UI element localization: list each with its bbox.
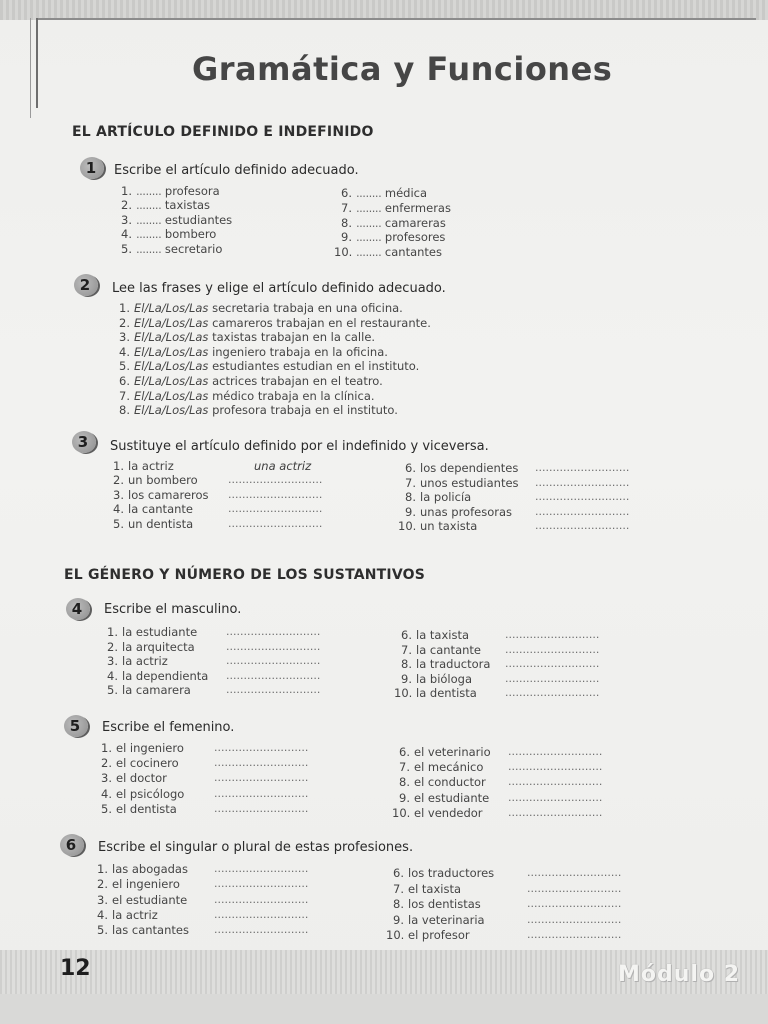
exercise-item [90, 877, 180, 891]
item-sentence: taxistas trabajan en la calle. [212, 330, 376, 345]
answer-blank[interactable]: ........ [356, 215, 382, 230]
item-word: la cantante [416, 642, 481, 657]
exercise-item [112, 330, 375, 344]
exercise-item [90, 923, 189, 937]
exercise-item [114, 227, 216, 241]
exercise-item [94, 741, 184, 755]
item-number: 9. [341, 230, 352, 245]
exercise-item [100, 669, 208, 683]
item-word: el dentista [116, 801, 177, 816]
item-number: 4. [107, 668, 118, 683]
answer-line[interactable]: ........................... [535, 475, 630, 489]
item-word: cantantes [384, 245, 442, 260]
answer-line[interactable]: ........................... [214, 907, 309, 921]
item-number: 1. [113, 459, 124, 473]
item-number: 1. [97, 862, 108, 876]
exercise-item [334, 186, 427, 200]
exercise-item [112, 359, 419, 373]
item-word: bombero [164, 227, 217, 242]
item-number: 6. [399, 745, 410, 759]
item-number: 4. [97, 907, 108, 922]
answer-line[interactable]: ........................... [535, 490, 630, 504]
item-word: el doctor [116, 771, 167, 786]
answer-blank[interactable]: ........ [356, 186, 382, 200]
answer-line[interactable]: ........................... [214, 741, 309, 754]
item-word: la camarera [122, 683, 191, 698]
answer-line[interactable]: ........................... [508, 760, 603, 774]
exercise-item [106, 517, 193, 531]
item-word: el conductor [414, 775, 486, 790]
item-number: 7. [341, 200, 352, 215]
item-word: la bióloga [416, 671, 473, 686]
item-word: la dentista [416, 686, 477, 701]
item-word: la actriz [112, 907, 158, 922]
item-number: 1. [107, 625, 118, 639]
article-options[interactable]: El/La/Los/Las [134, 330, 209, 345]
answer-line[interactable]: ........................... [214, 862, 309, 875]
exercise-item [90, 908, 158, 922]
item-word: la estudiante [122, 625, 198, 639]
answer-line[interactable]: ........................... [214, 892, 309, 906]
exercise-item [112, 389, 375, 403]
exercise-instruction: Escribe el masculino. [104, 602, 242, 617]
item-number: 2. [121, 198, 132, 213]
exercise-item [386, 913, 485, 927]
exercise-item [112, 301, 403, 315]
item-sentence: secretaria trabaja en una oficina. [212, 301, 403, 315]
exercise-item [394, 643, 481, 657]
item-word: secretario [164, 241, 223, 256]
exercise-number: 1 [85, 159, 97, 177]
exercise-item [394, 657, 490, 671]
item-word: la dependienta [122, 668, 209, 683]
exercise-item [112, 345, 388, 359]
exercise-item [394, 628, 469, 642]
answer-line[interactable]: ........................... [535, 504, 630, 518]
item-number: 4. [113, 502, 124, 517]
exercise-item [398, 505, 512, 519]
page-number: 12 [60, 956, 91, 981]
item-number: 5. [119, 359, 130, 374]
item-number: 1. [119, 301, 130, 315]
item-word: estudiantes [164, 212, 233, 227]
exercise-instruction: Escribe el singular o plural de estas profesiones. [98, 840, 414, 855]
item-word: los dentistas [408, 897, 481, 911]
item-word: taxistas [164, 198, 211, 213]
answer-line[interactable]: ........................... [527, 897, 622, 910]
item-number: 7. [401, 642, 412, 657]
answer-blank[interactable]: ........ [356, 245, 382, 260]
exercise-item [392, 791, 489, 805]
item-word: la veterinaria [408, 912, 485, 927]
item-number: 1. [121, 184, 132, 198]
item-number: 4. [101, 786, 112, 801]
exercise-item [392, 760, 483, 774]
top-rule [36, 18, 756, 20]
exercise-item [114, 184, 220, 198]
exercise-item [114, 242, 222, 256]
answer-line[interactable]: ........................... [508, 805, 603, 819]
item-word: el estudiante [414, 790, 490, 805]
item-number: 10. [394, 686, 413, 701]
exercise-item [334, 201, 451, 215]
exercise-item [114, 198, 210, 212]
answer-blank[interactable]: ........ [356, 200, 382, 215]
exercise-item [392, 745, 491, 759]
item-number: 6. [393, 866, 404, 880]
item-number: 8. [341, 215, 352, 230]
item-number: 3. [101, 771, 112, 786]
answer-line[interactable]: ........................... [505, 671, 600, 685]
item-number: 6. [401, 628, 412, 642]
exercise-item [94, 771, 167, 785]
exercise-number: 6 [65, 836, 77, 854]
exercise-item [106, 459, 174, 473]
item-word: un taxista [420, 519, 478, 534]
exercise-item [394, 686, 477, 700]
answer-line[interactable]: ........................... [228, 487, 323, 501]
exercise-item [100, 683, 191, 697]
exercise-item [334, 216, 446, 230]
answer-line[interactable]: ........................... [505, 657, 600, 671]
item-number: 7. [405, 475, 416, 490]
item-word: un dentista [128, 516, 194, 531]
item-number: 5. [113, 516, 124, 531]
exercise-number: 4 [71, 600, 83, 618]
item-number: 9. [401, 671, 412, 686]
item-number: 7. [393, 881, 404, 896]
item-word: el profesor [408, 928, 470, 942]
item-number: 7. [119, 388, 130, 403]
answer-line[interactable]: ........................... [214, 786, 309, 800]
item-word: el mecánico [414, 760, 484, 775]
item-number: 2. [101, 756, 112, 771]
item-word: la actriz [128, 459, 174, 473]
item-sentence: actrices trabajan en el teatro. [212, 374, 383, 388]
answer-blank[interactable]: ........ [356, 230, 382, 245]
answer-blank[interactable]: ........ [136, 184, 162, 198]
item-number: 2. [97, 877, 108, 892]
exercise-item [106, 473, 198, 487]
exercise-item [386, 882, 461, 896]
footer-bottom [0, 994, 768, 1024]
answer-line[interactable]: ........................... [535, 519, 630, 533]
item-number: 5. [121, 241, 132, 256]
item-word: el taxista [408, 881, 462, 896]
item-number: 6. [119, 374, 130, 388]
exercise-item [100, 625, 197, 639]
answer-line[interactable]: ........................... [505, 628, 600, 641]
item-word: unas profesoras [420, 504, 512, 519]
item-number: 1. [101, 741, 112, 755]
answer-line[interactable]: ........................... [527, 881, 622, 895]
answer-blank[interactable]: ........ [136, 198, 162, 213]
answer-blank[interactable]: ........ [136, 227, 162, 242]
answer-line[interactable]: ........................... [214, 877, 309, 891]
item-number: 8. [399, 775, 410, 790]
answer-line[interactable]: ........................... [214, 801, 309, 815]
exercise-item [112, 403, 398, 417]
exercise-item [100, 640, 195, 654]
item-word: el estudiante [112, 892, 188, 907]
left-rule-secondary [30, 18, 31, 118]
answer-line[interactable]: ........................... [226, 668, 321, 682]
exercise-item [392, 775, 486, 789]
item-word: el ingeniero [116, 741, 184, 755]
answer-line[interactable]: ........................... [527, 866, 622, 879]
item-sentence: camareros trabajan en el restaurante. [212, 315, 431, 330]
item-number: 9. [405, 504, 416, 519]
item-word: unos estudiantes [420, 475, 519, 490]
exercise-item [94, 756, 179, 770]
item-sentence: médico trabaja en la clínica. [212, 388, 375, 403]
exercise-item [398, 476, 519, 490]
exercise-item [100, 654, 168, 668]
item-word: el vendedor [414, 805, 483, 820]
exercise-item [112, 374, 383, 388]
item-sentence: profesora trabaja en el instituto. [212, 403, 398, 418]
answer-line[interactable]: ........................... [508, 775, 603, 789]
item-word: médica [384, 186, 428, 200]
answer-blank[interactable]: ........ [136, 241, 162, 256]
exercise-number-badge [64, 715, 88, 737]
answer-line[interactable]: ........................... [214, 756, 309, 770]
item-sentence: estudiantes estudian en el instituto. [212, 359, 420, 374]
answer-line[interactable]: ........................... [228, 502, 323, 516]
item-word: la actriz [122, 654, 168, 669]
item-word: el psicólogo [116, 786, 185, 801]
item-number: 6. [341, 186, 352, 200]
exercise-instruction: Lee las frases y elige el artículo definido adecuado. [112, 281, 446, 296]
item-word: los dependientes [420, 461, 519, 475]
item-word: las abogadas [112, 862, 188, 876]
exercise-item [394, 672, 472, 686]
item-word: la arquitecta [122, 639, 195, 654]
exercise-item [90, 893, 187, 907]
item-word: un bombero [128, 473, 198, 488]
item-number: 4. [119, 344, 130, 359]
exercise-item [114, 213, 232, 227]
item-number: 10. [386, 928, 405, 942]
exercise-item [398, 490, 471, 504]
item-word: profesores [384, 230, 446, 245]
answer-line[interactable]: ........................... [214, 771, 309, 785]
item-word: el cocinero [116, 756, 179, 771]
item-number: 3. [97, 892, 108, 907]
module-label: Módulo 2 [618, 962, 741, 987]
answer-line[interactable]: ........................... [228, 473, 323, 487]
article-options[interactable]: El/La/Los/Las [134, 374, 209, 388]
exercise-item [94, 802, 177, 816]
answer-line[interactable]: ........................... [214, 923, 309, 937]
exercise-item [106, 502, 193, 516]
exercise-number: 3 [77, 433, 89, 451]
answer-line[interactable]: ........................... [505, 686, 600, 700]
exercise-instruction: Escribe el artículo definido adecuado. [114, 163, 359, 178]
answer-line[interactable]: ........................... [226, 625, 321, 638]
example-answer: una actriz [254, 459, 312, 473]
left-rule [36, 18, 38, 108]
item-number: 6. [405, 461, 416, 475]
item-number: 5. [107, 683, 118, 698]
exercise-number-badge [74, 274, 98, 296]
item-number: 10. [392, 805, 411, 820]
exercise-item [334, 230, 445, 244]
item-word: el ingeniero [112, 877, 180, 892]
item-number: 10. [334, 245, 353, 260]
exercise-instruction: Escribe el femenino. [102, 720, 235, 735]
answer-line[interactable]: ........................... [228, 516, 323, 530]
item-number: 3. [119, 330, 130, 345]
item-number: 8. [401, 657, 412, 672]
item-word: el veterinario [414, 745, 491, 759]
top-border-strip [0, 0, 768, 20]
exercise-item [334, 245, 442, 259]
answer-line[interactable]: ........................... [535, 461, 630, 474]
article-options[interactable]: El/La/Los/Las [134, 301, 209, 315]
exercise-item [112, 316, 431, 330]
item-number: 3. [121, 212, 132, 227]
exercise-item [90, 862, 188, 876]
answer-line[interactable]: ........................... [508, 790, 603, 804]
answer-line[interactable]: ........................... [527, 928, 622, 941]
item-number: 7. [399, 760, 410, 775]
article-options[interactable]: El/La/Los/Las [134, 315, 209, 330]
answer-line[interactable]: ........................... [505, 642, 600, 656]
item-number: 2. [107, 639, 118, 654]
article-options[interactable]: El/La/Los/Las [134, 359, 209, 374]
item-number: 8. [393, 897, 404, 911]
item-number: 4. [121, 227, 132, 242]
item-word: los camareros [128, 487, 209, 502]
exercise-number: 2 [79, 276, 91, 294]
exercise-number-badge [80, 157, 104, 179]
item-word: las cantantes [112, 923, 189, 938]
exercise-item [106, 488, 209, 502]
item-number: 8. [119, 403, 130, 418]
answer-line[interactable]: ........................... [527, 912, 622, 926]
answer-line[interactable]: ........................... [226, 639, 321, 653]
item-number: 3. [107, 654, 118, 669]
item-number: 8. [405, 490, 416, 505]
exercise-instruction: Sustituye el artículo definido por el indefinido y viceversa. [110, 439, 489, 454]
answer-line[interactable]: ........................... [508, 745, 603, 758]
item-number: 2. [119, 315, 130, 330]
exercise-item [386, 866, 494, 880]
item-number: 9. [399, 790, 410, 805]
section-heading-genero: EL GÉNERO Y NÚMERO DE LOS SUSTANTIVOS [64, 567, 426, 583]
exercise-item [94, 787, 184, 801]
page-title: Gramática y Funciones [192, 50, 613, 88]
item-word: profesora [164, 184, 220, 198]
section-heading-articulo: EL ARTÍCULO DEFINIDO E INDEFINIDO [72, 124, 374, 140]
exercise-number-badge [72, 431, 96, 453]
item-word: la traductora [416, 657, 491, 672]
answer-line[interactable]: ........................... [226, 654, 321, 668]
item-word: los traductores [408, 866, 495, 880]
item-number: 5. [101, 801, 112, 816]
exercise-item [386, 897, 481, 911]
item-word: la cantante [128, 502, 193, 517]
exercise-item [398, 519, 477, 533]
exercise-item [386, 928, 470, 942]
exercise-item [392, 806, 483, 820]
item-number: 2. [113, 473, 124, 488]
answer-blank[interactable]: ........ [136, 212, 162, 227]
article-options[interactable]: El/La/Los/Las [134, 388, 209, 403]
item-sentence: ingeniero trabaja en la oficina. [212, 344, 388, 359]
item-word: la policía [420, 490, 472, 505]
item-number: 9. [393, 912, 404, 927]
answer-line[interactable]: ........................... [226, 683, 321, 697]
item-number: 3. [113, 487, 124, 502]
exercise-number-badge [60, 834, 84, 856]
exercise-number-badge [66, 598, 90, 620]
article-options[interactable]: El/La/Los/Las [134, 344, 209, 359]
item-word: camareras [384, 215, 446, 230]
item-word: enfermeras [384, 200, 451, 215]
article-options[interactable]: El/La/Los/Las [134, 403, 209, 418]
exercise-number: 5 [69, 717, 81, 735]
item-number: 10. [398, 519, 417, 534]
item-number: 5. [97, 923, 108, 938]
exercise-item [398, 461, 518, 475]
item-word: la taxista [416, 628, 470, 642]
